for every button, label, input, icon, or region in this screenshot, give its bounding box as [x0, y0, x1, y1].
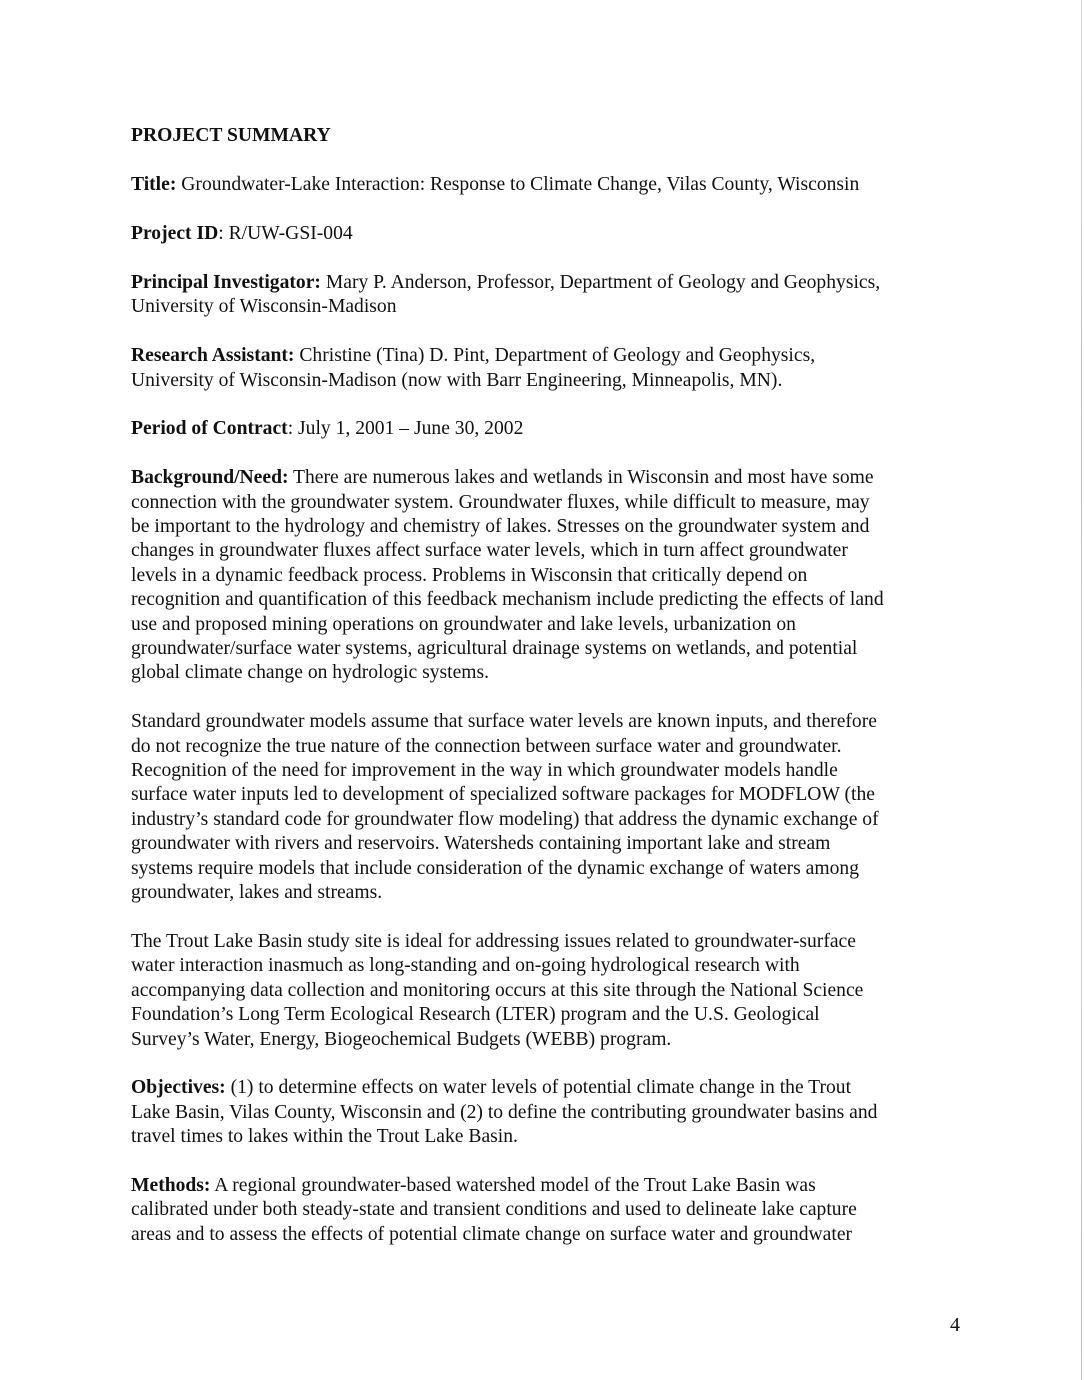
- trout-lake-paragraph: [131, 930, 961, 1052]
- text-line: [131, 1076, 961, 1100]
- page-number: 4: [950, 1314, 960, 1336]
- objectives-line: Lake Basin, Vilas County, Wisconsin and (2) to define the contributing groundwater basins and: [131, 1101, 878, 1123]
- research-assistant-line: University of Wisconsin-Madison (now with Barr Engineering, Minneapolis, MN).: [131, 369, 783, 391]
- project-id-field: [131, 222, 961, 246]
- trout-lake-line: Foundation’s Long Term Ecological Research (LTER) program and the U.S. Geological: [131, 1004, 820, 1026]
- methods-line: A regional groundwater-based watershed model of the Trout Lake Basin was: [210, 1174, 816, 1196]
- trout-lake-line: water interaction inasmuch as long-standing and on-going hydrological research with: [131, 955, 800, 977]
- objectives-paragraph: [131, 1076, 961, 1149]
- trout-lake-line: accompanying data collection and monitoring occurs at this site through the National Science: [131, 979, 864, 1001]
- research-assistant-line: Christine (Tina) D. Pint, Department of Geology and Geophysics,: [294, 345, 816, 367]
- standard-models-line: do not recognize the true nature of the connection between surface water and groundwater.: [131, 735, 842, 757]
- principal-investigator-field: [131, 271, 961, 320]
- text-line: [131, 466, 961, 490]
- background-line: recognition and quantification of this feedback mechanism include predicting the effects of land: [131, 589, 884, 611]
- standard-models-line: surface water inputs led to development of specialized software packages for MODFLOW (the: [131, 784, 875, 806]
- objectives-line: (1) to determine effects on water levels of potential climate change in the Trout: [225, 1077, 852, 1099]
- title-label: Title:: [131, 174, 177, 196]
- trout-lake-line: Survey’s Water, Energy, Biogeochemical Budgets (WEBB) program.: [131, 1028, 672, 1050]
- standard-models-paragraph: [131, 710, 961, 905]
- text-line: [131, 344, 961, 368]
- standard-models-line: Standard groundwater models assume that surface water levels are known inputs, and therefore: [131, 711, 877, 733]
- background-line: connection with the groundwater system. Groundwater fluxes, while difficult to measure, may: [131, 491, 870, 513]
- standard-models-line: groundwater with rivers and reservoirs. Watersheds containing important lake and stream: [131, 833, 831, 855]
- title-field: [131, 173, 961, 197]
- standard-models-line: industry’s standard code for groundwater flow modeling) that address the dynamic exchange of: [131, 808, 879, 830]
- section-heading: PROJECT SUMMARY: [131, 125, 331, 146]
- standard-models-line: systems require models that include consideration of the dynamic exchange of waters among: [131, 857, 860, 879]
- methods-line: areas and to assess the effects of potential climate change on surface water and groundwater: [131, 1223, 853, 1245]
- scan-edge-line: [1081, 0, 1082, 1380]
- background-line: groundwater/surface water systems, agricultural drainage systems on wetlands, and potential: [131, 638, 858, 660]
- methods-line: calibrated under both steady-state and transient conditions and used to delineate lake capture: [131, 1199, 857, 1221]
- background-label: Background/Need:: [131, 467, 289, 489]
- principal-investigator-line: University of Wisconsin-Madison: [131, 296, 397, 318]
- project-id-label: Project ID: [131, 223, 219, 245]
- background-paragraph: [131, 466, 961, 686]
- background-line: be important to the hydrology and chemistry of lakes. Stresses on the groundwater system and: [131, 516, 870, 538]
- background-line: use and proposed mining operations on groundwater and lake levels, urbanization on: [131, 613, 796, 635]
- principal-investigator-line: Mary P. Anderson, Professor, Department of Geology and Geophysics,: [320, 272, 881, 293]
- text-line: [131, 271, 961, 295]
- methods-paragraph: [131, 1174, 961, 1247]
- period-of-contract-label: Period of Contract: [131, 418, 288, 440]
- standard-models-line: groundwater, lakes and streams.: [131, 882, 383, 904]
- project-summary: [131, 124, 961, 1272]
- period-of-contract-field: [131, 417, 961, 441]
- background-line: global climate change on hydrologic systems.: [131, 662, 490, 684]
- project-id-value: : R/UW-GSI-004: [218, 223, 353, 245]
- background-line: There are numerous lakes and wetlands in Wisconsin and most have some: [288, 467, 874, 489]
- title-value: Groundwater-Lake Interaction: Response to Climate Change, Vilas County, Wisconsin: [181, 174, 860, 196]
- research-assistant-label: Research Assistant:: [131, 345, 295, 367]
- methods-label: Methods:: [131, 1174, 211, 1196]
- principal-investigator-label: Principal Investigator:: [131, 272, 321, 293]
- standard-models-line: Recognition of the need for improvement in the way in which groundwater models handle: [131, 760, 838, 782]
- research-assistant-field: [131, 344, 961, 393]
- background-line: changes in groundwater fluxes affect surface water levels, which in turn affect groundwater: [131, 540, 848, 562]
- trout-lake-line: The Trout Lake Basin study site is ideal for addressing issues related to groundwater-surface: [131, 930, 856, 952]
- text-line: [131, 1174, 961, 1198]
- period-of-contract-value: : July 1, 2001 – June 30, 2002: [287, 418, 524, 440]
- background-line: levels in a dynamic feedback process. Problems in Wisconsin that critically depend on: [131, 564, 808, 586]
- objectives-label: Objectives:: [131, 1077, 226, 1099]
- objectives-line: travel times to lakes within the Trout Lake Basin.: [131, 1126, 518, 1148]
